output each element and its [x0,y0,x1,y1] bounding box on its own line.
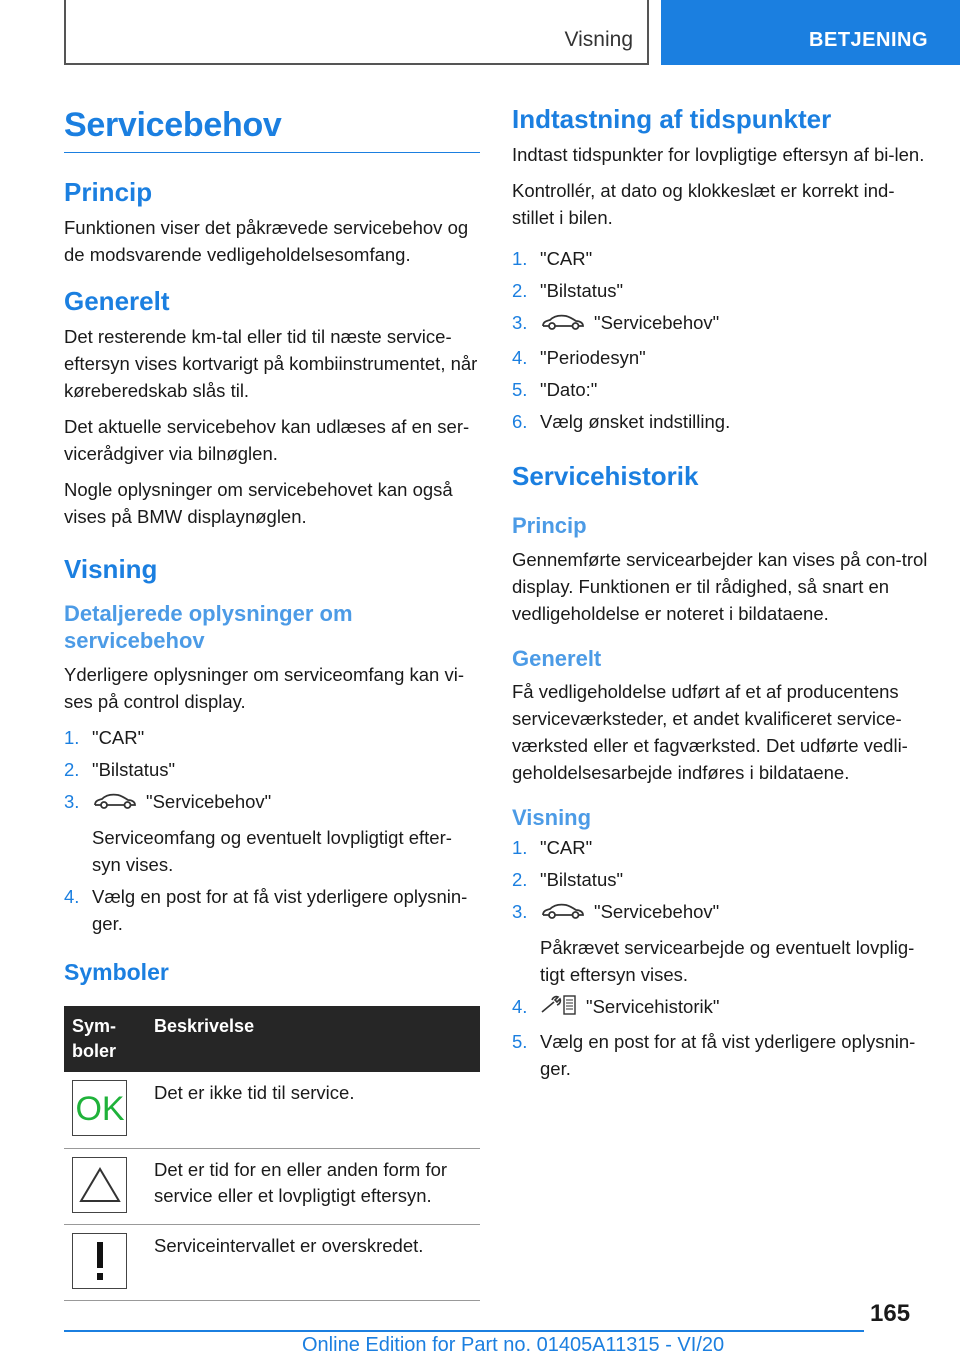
car-icon [540,312,586,339]
historik-generelt-heading: Generelt [512,645,602,671]
historik-princip-heading: Princip [512,513,587,539]
historik-steps [512,834,928,1082]
princip-text: Funktionen viser det påkrævede servicebehov og de modsvarende vedligeholdelsesomfang. [64,217,469,266]
table-col-symbols: Sym-boler [64,1006,146,1072]
list-item: 6. Vælg ønsket indstilling. [512,411,731,433]
list-item: 1. "CAR" [512,836,593,858]
list-item: 3. "Servicebehov" Påkrævet servicearbejde og eventuelt lovplig-tigt eftersyn vises. [512,900,915,985]
indtastning-heading: Indtastning af tidspunkter [512,104,832,134]
header-chapter-box [661,0,960,65]
symbol-table [64,1006,480,1301]
symboler-heading: Symboler [64,958,169,985]
header-section-title: Visning [564,28,633,51]
list-item: 4. Vælg en post for at få vist yderligere oplysnin-ger. [64,885,468,934]
visning-text: Yderligere oplysninger om serviceomfang kan vi-ses på control display. [64,663,464,712]
header-section-box [64,0,649,65]
edition-text: Online Edition for Part no. 01405A11315 - VI/20 [302,1334,725,1356]
indtastning-steps [512,245,928,435]
table-row [64,1072,480,1148]
generelt-p3: Nogle oplysninger om servicebehovet kan også vises på BMW displaynøglen. [64,479,453,528]
list-item: 3. "Servicebehov" Serviceomfang og eventuelt lovpligtigt efter-syn vises. [64,790,452,875]
list-item: 4. "Servicehistorik" [512,993,928,1023]
historik-princip-text: Gennemførte servicearbejder kan vises på con-trol display. Funktionen er til rådighed, så snart en vedligeholdelse er noteret i bildataene. [512,548,928,624]
list-item: 2. "Bilstatus" [512,280,624,302]
table-col-description: Beskrivelse [146,1006,480,1072]
page-number: 165 [870,1300,911,1327]
indtastning-p2: Kontrollér, at dato og klokkeslæt er korrekt ind-stillet i bilen. [512,180,895,229]
list-item: 5. Vælg en post for at få vist yderligere oplysnin-ger. [512,1030,916,1079]
historik-visning-heading: Visning [512,805,592,831]
list-item: 3. "Servicebehov" [512,309,928,339]
table-header-row [64,1006,480,1072]
symbol-desc: Serviceintervallet er overskredet. [146,1224,480,1300]
generelt-p2: Det aktuelle servicebehov kan udlæses af en ser-vicerådgiver via bilnøglen. [64,416,470,465]
list-item: 2. "Bilstatus" [512,868,624,890]
visning-subheading: Detaljerede oplysninger om servicebehov [64,600,353,654]
historik-generelt-text: Få vedligeholdelse udført af et af producentens serviceværksteder, et andet kvalificeret service-værksted eller et fagværksted. Det udførte vedli-geholdelsesarbejde indføres i bildataene. [512,681,908,784]
indtastning-p1: Indtast tidspunkter for lovpligtige eftersyn af bi-len. [512,144,925,166]
table-row [64,1224,480,1300]
list-item: 4. "Periodesyn" [512,347,646,369]
footer-divider [64,1330,864,1332]
princip-heading: Princip [64,177,153,207]
page-title: Servicebehov [64,100,480,153]
list-item: 1. "CAR" [512,248,593,270]
left-column [64,100,480,1301]
symbol-desc: Det er ikke tid til service. [146,1072,480,1148]
right-column [512,100,928,1090]
table-row [64,1148,480,1224]
symbol-desc: Det er tid for en eller anden form for service eller et lovpligtigt eftersyn. [146,1148,480,1224]
ok-icon [72,1080,127,1136]
list-item: 2. "Bilstatus" [64,758,176,780]
list-item: 1. "CAR" [64,726,145,748]
car-icon [92,791,138,818]
generelt-heading: Generelt [64,286,170,317]
warning-triangle-icon [72,1157,127,1213]
list-item: 5. "Dato:" [512,379,598,401]
historik-heading: Servicehistorik [512,461,699,492]
visning-steps [64,724,480,937]
car-icon [540,901,586,928]
generelt-p1: Det resterende km-tal eller tid til næste service-eftersyn vises kortvarigt på kombiinstrumentet, når køreberedskab slås til. [64,326,478,402]
wrench-list-icon [540,994,578,1023]
svg-text:OK: OK [74,1090,125,1127]
header-chapter-title: BETJENING [809,29,928,51]
exclamation-icon [72,1233,127,1289]
visning-heading: Visning [64,554,158,585]
